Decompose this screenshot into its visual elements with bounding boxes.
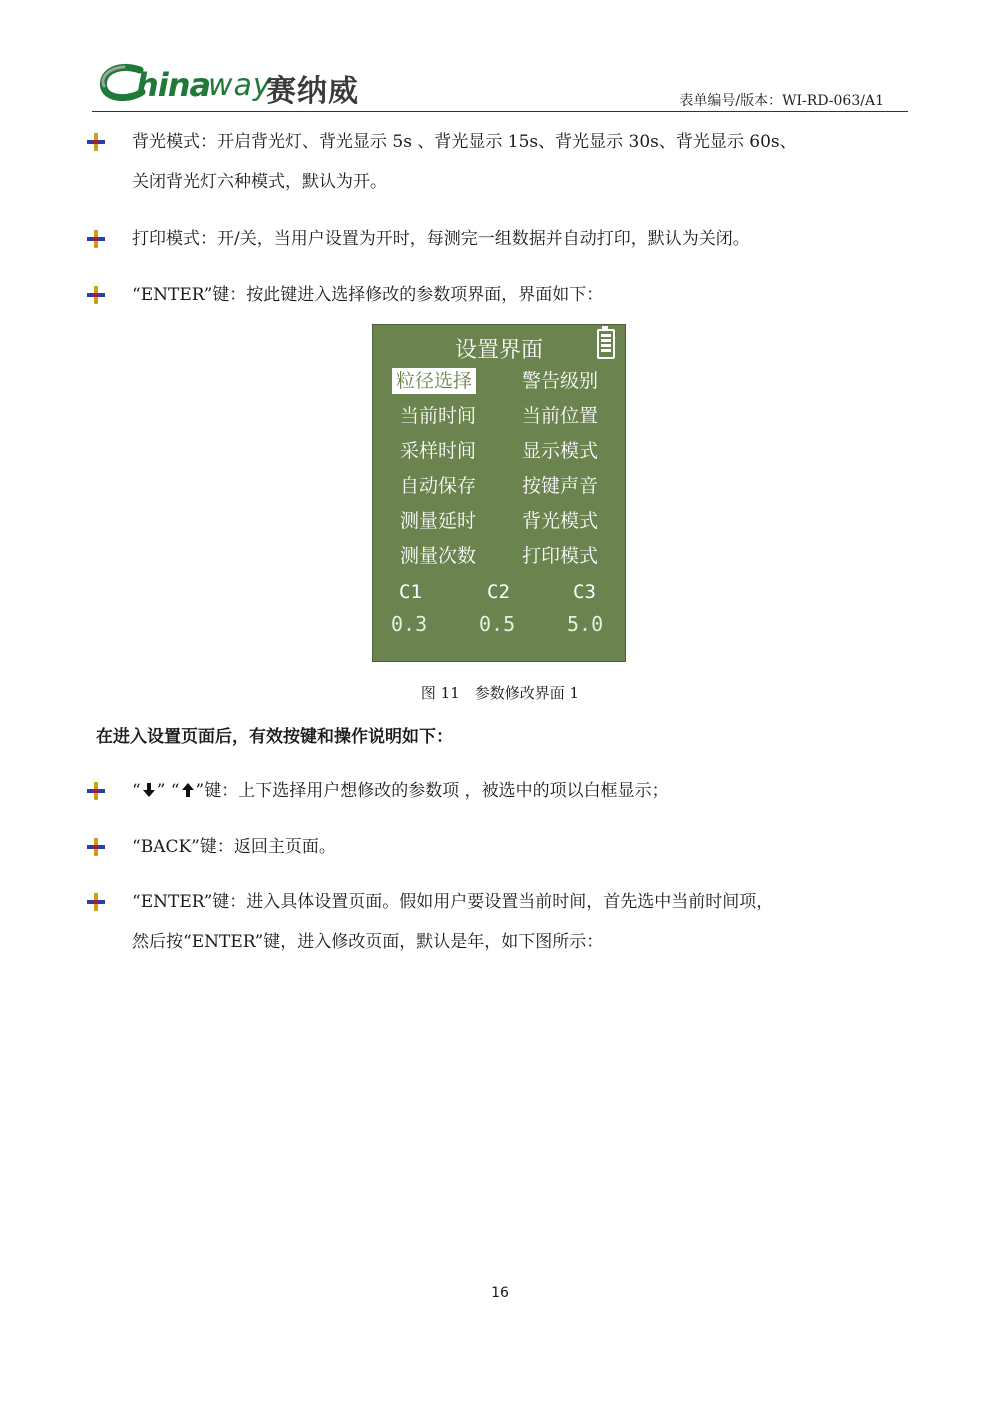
figure-caption: 图 11 参数修改界面 1 [420, 684, 580, 702]
down-arrow-icon [141, 782, 157, 798]
menu-item-particle-size[interactable]: 粒径选择 [392, 368, 476, 394]
logo-text-chinese: 赛纳威 [266, 74, 359, 109]
settings-screen-figure [372, 324, 626, 662]
menu-item-backlight-mode[interactable]: 背光模式 [522, 510, 599, 532]
bullet-text-line: “BACK”键：返回主页面。 [132, 837, 336, 857]
channel-value-c3: 5.0 [567, 612, 604, 636]
bullet-text-line: 然后按“ENTER”键，进入修改页面，默认是年，如下图所示： [132, 932, 604, 952]
page-number: 16 [491, 1285, 509, 1301]
bullet-icon [86, 781, 106, 801]
channel-label-c1: C1 [399, 581, 422, 603]
battery-icon [597, 329, 615, 359]
company-logo [96, 58, 366, 109]
channel-label-c2: C2 [487, 581, 510, 603]
menu-item-alarm-level[interactable]: 警告级别 [522, 370, 599, 392]
menu-item-measure-delay[interactable]: 测量延时 [400, 510, 477, 532]
bullet-icon [86, 892, 106, 912]
bullet-backlight-mode [86, 130, 916, 210]
channel-value-c1: 0.3 [391, 612, 428, 636]
logo-text-hina: hina [136, 66, 211, 104]
bullet-text-line [132, 772, 916, 810]
menu-item-measure-count[interactable]: 测量次数 [400, 545, 477, 567]
bullet-enter-key [86, 283, 916, 323]
menu-item-current-time[interactable]: 当前时间 [400, 405, 477, 427]
menu-item-key-sound[interactable]: 按键声音 [522, 475, 599, 497]
header-divider [92, 111, 908, 112]
quote-open: “ [132, 781, 141, 801]
bullet-text-line: “ENTER”键：进入具体设置页面。假如用户要设置当前时间，首先选中当前时间项， [132, 892, 774, 912]
bullet-arrow-keys [86, 779, 916, 819]
bullet-icon [86, 285, 106, 305]
document-code: 表单编号/版本：WI-RD-063/A1 [679, 93, 884, 109]
menu-item-sampling-time[interactable]: 采样时间 [400, 440, 477, 462]
logo-text-way: way [208, 68, 272, 103]
bullet-text-line: 打印模式：开/关，当用户设置为开时，每测完一组数据并自动打印，默认为关闭。 [132, 229, 750, 249]
section-heading: 在进入设置页面后，有效按键和操作说明如下： [96, 727, 453, 747]
bullet-text-line: 背光模式：开启背光灯、背光显示 5s 、背光显示 15s、背光显示 30s、背光显示 60s、 [132, 132, 797, 152]
bullet-text-line: 关闭背光灯六种模式，默认为开。 [132, 172, 387, 192]
bullet-print-mode [86, 227, 916, 267]
arrow-keys-text: ”键：上下选择用户想修改的参数项 ，被选中的项以白框显示； [195, 781, 669, 801]
bullet-icon [86, 229, 106, 249]
quote-middle: ” “ [156, 781, 180, 801]
bullet-icon [86, 132, 106, 152]
screen-title: 设置界面 [454, 338, 543, 363]
bullet-back-key [86, 835, 916, 875]
menu-item-print-mode[interactable]: 打印模式 [522, 545, 599, 567]
bullet-icon [86, 837, 106, 857]
menu-item-auto-save[interactable]: 自动保存 [400, 475, 477, 497]
bullet-text-line: “ENTER”键：按此键进入选择修改的参数项界面，界面如下： [132, 285, 604, 305]
bullet-enter-key-detail [86, 890, 916, 970]
menu-item-current-location[interactable]: 当前位置 [522, 405, 599, 427]
channel-value-c2: 0.5 [479, 612, 516, 636]
channel-label-c3: C3 [573, 581, 596, 603]
up-arrow-icon [180, 782, 196, 798]
menu-item-display-mode[interactable]: 显示模式 [522, 440, 599, 462]
